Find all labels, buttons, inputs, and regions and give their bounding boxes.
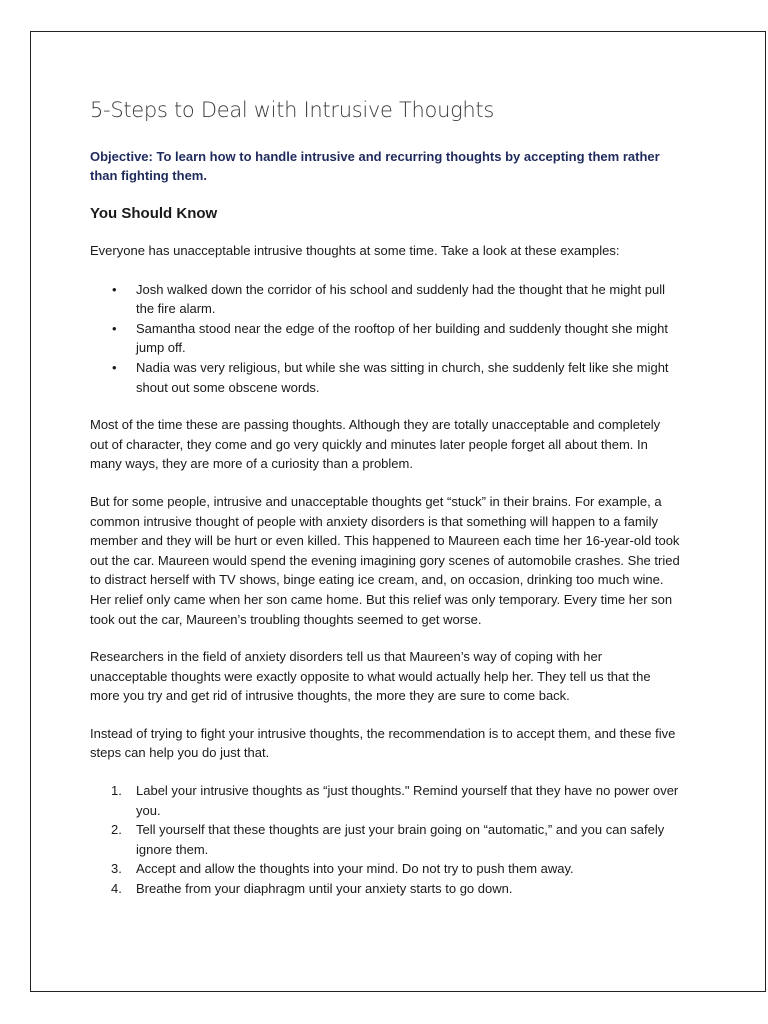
bullet-icon: • [112,320,117,336]
section-heading: You Should Know [90,205,218,222]
objective-text: Objective: To learn how to handle intrusive and recurring thoughts by accepting them rather than fighting them. [90,149,660,183]
example-text: Nadia was very religious, but while she was sitting in church, she suddenly felt like she might shout out some obscene words. [136,359,669,395]
list-item [90,280,680,319]
body-paragraph: Most of the time these are passing thoughts. Although they are totally unacceptable and completely out of character, they come and go very quickly and minutes later people forget all about them. In many ways, they are more of a curiosity than a problem. [90,417,661,472]
step-number: 3. [111,861,122,877]
document-title: 5-Steps to Deal with Intrusive Thoughts [90,98,494,122]
bullet-icon: • [112,281,117,297]
step-text: Accept and allow the thoughts into your mind. Do not try to push them away. [136,861,574,877]
document-page [30,31,766,992]
examples-list [90,280,680,398]
step-number: 1. [111,783,122,799]
step-text: Breathe from your diaphragm until your anxiety starts to go down. [136,881,513,897]
body-paragraph: Researchers in the field of anxiety disorders tell us that Maureen’s way of coping with her unacceptable thoughts were exactly opposite to what would actually help her. They tell us that the more you try and get rid of intrusive thoughts, the more they are sure to come back. [90,649,651,704]
list-item [90,879,680,899]
step-number: 4. [111,881,122,897]
body-paragraph: Instead of trying to fight your intrusive thoughts, the recommendation is to accept them, and these five steps can help you do just that. [90,725,676,761]
list-item [90,358,680,397]
list-item [90,781,680,820]
body-paragraph: But for some people, intrusive and unacceptable thoughts get “stuck” in their brains. For example, a common intrusive thought of people with anxiety disorders is that something will happen to a family member and they will be hurt or even killed. This happened to Maureen each time her 16-year-old took out the car. Maureen would spend the evening imagining gory scenes of automobile crashes. She tried to distract herself with TV shows, binge eating ice cream, and, on occasion, drinking too much wine. Her relief only came when her son came home. But this relief was only temporary. Every time her son took out the car, Maureen’s troubling thoughts seemed to get worse. [90,493,680,627]
bullet-icon: • [112,359,117,375]
example-text: Josh walked down the corridor of his school and suddenly had the thought that he might pull the fire alarm. [136,281,666,317]
steps-list [90,781,680,899]
list-item [90,820,680,859]
step-text: Label your intrusive thoughts as “just thoughts." Remind yourself that they have no power over you. [136,783,679,818]
list-item [90,319,680,358]
document-content [90,96,680,899]
list-item [90,859,680,879]
step-text: Tell yourself that these thoughts are just your brain going on “automatic,” and you can safely ignore them. [136,822,665,857]
step-number: 2. [111,822,122,838]
intro-paragraph: Everyone has unacceptable intrusive thoughts at some time. Take a look at these examples: [90,243,620,258]
example-text: Samantha stood near the edge of the rooftop of her building and suddenly thought she might jump off. [136,320,668,356]
